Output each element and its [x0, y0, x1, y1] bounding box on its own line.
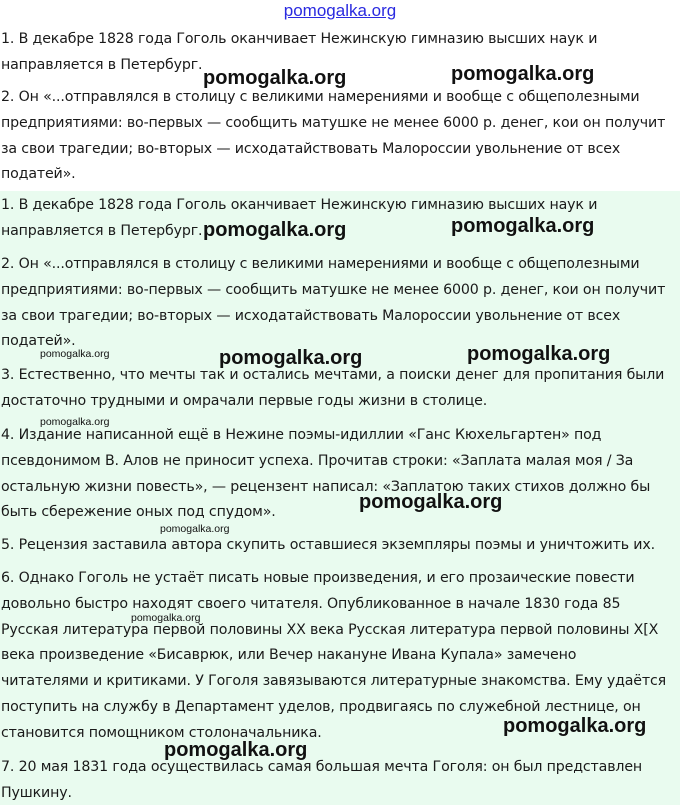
watermark: pomogalka.org	[203, 67, 347, 89]
paragraph-6: 6. Однако Гоголь не устаёт писать новые произведения, и его прозаические повести довольно быстро находят своего читателя. Опубликованное в начале 1830 года 85 Русская литература первой половины XX века Русская литература первой половины X[X века произведение «Бисаврюк, или Вечер накануне Ивана Купала» замечено читателями и критиками. У Гоголя завязываются литературные знакомства. Ему удаётся поступить на службу в Департамент уделов, продвигаясь по служебной лестнице, он становится помощником столоначальника.	[1, 570, 667, 741]
paragraph-7: 7. 20 мая 1831 года осуществилась самая большая мечта Гоголя: он был представлен Пушкину.	[1, 759, 643, 801]
watermark: pomogalka.org	[164, 739, 308, 761]
paragraph-1: 1. В декабре 1828 года Гоголь оканчивает Нежинскую гимназию высших наук и направляется в Петербург.	[1, 31, 598, 73]
watermark: pomogalka.org	[40, 348, 110, 360]
paragraph-2: 2. Он «...отправлялся в столицу с великими намерениями и вообще с общеполезными предприятиями: во-первых — сообщить матушке не менее 6000 р. денег, кои он получит за свои трагедии; во-вторых — исходатайствовать Малороссии увольнение от всех податей».	[1, 89, 666, 183]
watermark: pomogalka.org	[451, 215, 595, 237]
watermark: pomogalka.org	[219, 347, 363, 369]
paragraph-4: 4. Издание написанной ещё в Нежине поэмы-идиллии «Ганс Кюхельгартен» под псевдонимом В. Алов не приносит успеха. Прочитав строки: «Заплата малая моя / За остальную жизни повесть», — рецензент написал: «Заплатою таких стихов должно бы быть сбережение оных под спудом».	[1, 427, 651, 521]
watermark: pomogalka.org	[203, 219, 347, 241]
paragraph-3: 3. Естественно, что мечты так и остались мечтами, а поиски денег для пропитания были достаточно трудными и омрачали первые годы жизни в столице.	[1, 367, 665, 409]
watermark: pomogalka.org	[503, 715, 647, 737]
watermark: pomogalka.org	[467, 343, 611, 365]
watermark: pomogalka.org	[160, 523, 230, 535]
site-link[interactable]: pomogalka.org	[283, 1, 397, 20]
watermark: pomogalka.org	[131, 612, 201, 624]
paragraph-2-repeat: 2. Он «...отправлялся в столицу с великими намерениями и вообще с общеполезными предприятиями: во-первых — сообщить матушке не менее 6000 р. денег, кои он получит за свои трагедии; во-вторых — исходатайствовать Малороссии увольнение от всех податей».	[1, 256, 666, 350]
watermark: pomogalka.org	[40, 416, 110, 428]
paragraph-5: 5. Рецензия заставила автора скупить оставшиеся экземпляры поэмы и уничтожить их.	[1, 537, 655, 553]
paragraph-1-repeat: 1. В декабре 1828 года Гоголь оканчивает Нежинскую гимназию высших наук и направляется в Петербург.	[1, 197, 598, 239]
watermark: pomogalka.org	[451, 63, 595, 85]
watermark: pomogalka.org	[359, 491, 503, 513]
